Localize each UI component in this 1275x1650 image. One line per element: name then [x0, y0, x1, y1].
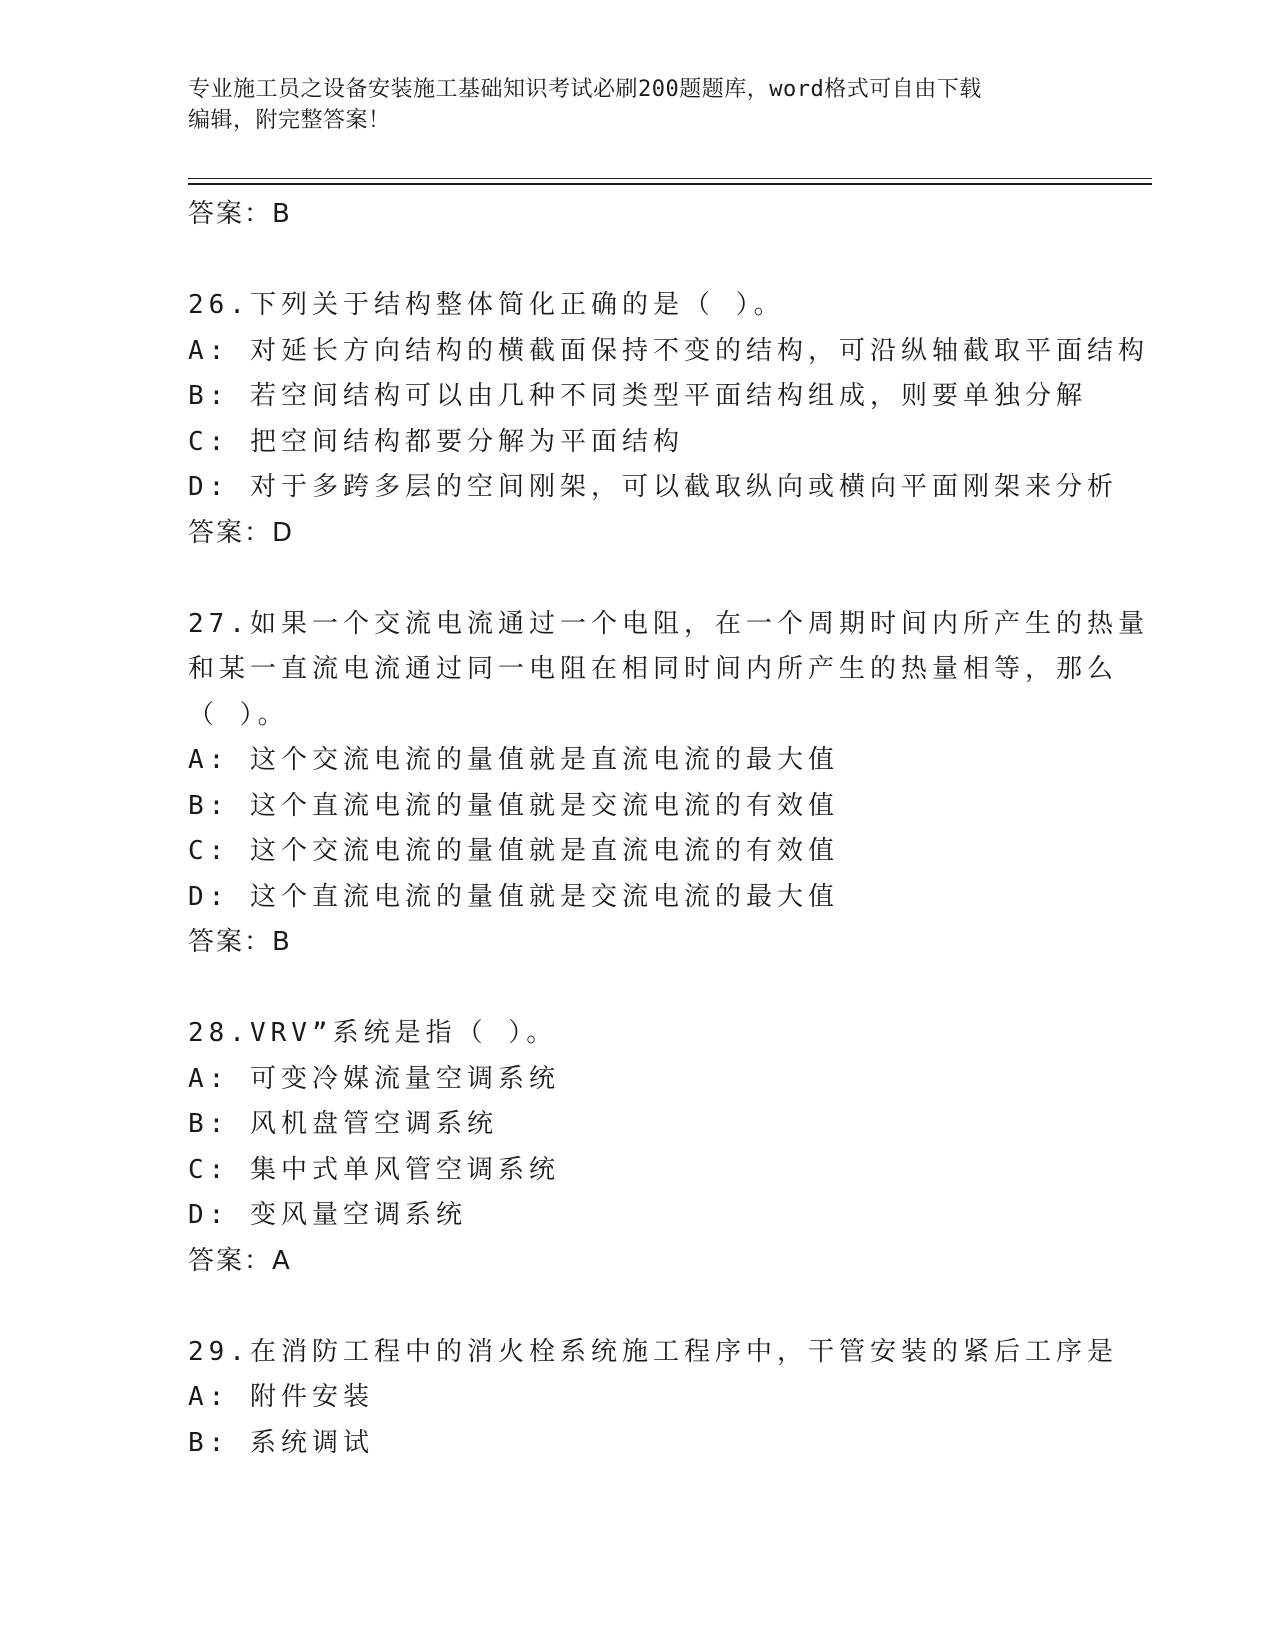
question-26-option-c: C: 把空间结构都要分解为平面结构 [188, 426, 684, 457]
question-26-option-a: A: 对延长方向结构的横截面保持不变的结构，可沿纵轴截取平面结构 [188, 335, 1149, 366]
question-28-option-b: B: 风机盘管空调系统 [188, 1109, 498, 1139]
question-26-option-b: B: 若空间结构可以由几种不同类型平面结构组成，则要单独分解 [188, 381, 1087, 411]
question-27-option-c: C: 这个交流电流的量值就是直流电流的有效值 [188, 836, 839, 866]
question-27 [188, 602, 1149, 966]
spacer [188, 556, 1088, 602]
question-28-option-a: A: 可变冷媒流量空调系统 [188, 1063, 560, 1094]
question-28-option-c: C: 集中式单风管空调系统 [188, 1154, 560, 1185]
question-27-option-a: A: 这个交流电流的量值就是直流电流的最大值 [188, 745, 839, 775]
spacer [188, 966, 1088, 1012]
header-title-line-2: 编辑，附完整答案！ [188, 108, 391, 133]
spacer [188, 1284, 1088, 1330]
header-rule-thick [188, 183, 1152, 185]
answer-25: 答案：B [188, 199, 292, 229]
question-27-text-line-3: （ ）。 [188, 699, 289, 730]
question-29-option-b: B: 系统调试 [188, 1427, 374, 1458]
question-28-option-d: D: 变风量空调系统 [188, 1200, 467, 1230]
question-26-text: 26.下列关于结构整体简化正确的是（ ）。 [188, 290, 785, 320]
question-29 [188, 1330, 1118, 1467]
question-27-text-line-1: 27.如果一个交流电流通过一个电阻，在一个周期时间内所产生的热量 [188, 608, 1149, 639]
question-29-text: 29.在消防工程中的消火栓系统施工程序中，干管安装的紧后工序是 [188, 1336, 1118, 1367]
question-28-text: 28.VRV”系统是指（ ）。 [188, 1018, 558, 1048]
question-27-option-b: B: 这个直流电流的量值就是交流电流的有效值 [188, 790, 839, 821]
header-title-line-1: 专业施工员之设备安装施工基础知识考试必刷200题题库，word格式可自由下载 [188, 77, 982, 102]
question-26-option-d: D: 对于多跨多层的空间刚架，可以截取纵向或横向平面刚架来分析 [188, 472, 1118, 502]
header-rule-thin [188, 178, 1152, 179]
question-27-option-d: D: 这个直流电流的量值就是交流电流的最大值 [188, 881, 839, 912]
question-26 [188, 283, 1149, 556]
question-27-text-line-2: 和某一直流电流通过同一电阻在相同时间内所产生的热量相等，那么 [188, 654, 1119, 684]
question-29-option-a: A: 附件安装 [188, 1382, 374, 1412]
answer-27: 答案：B [188, 927, 292, 957]
spacer [188, 238, 1088, 284]
document-header [188, 74, 1068, 136]
answer-28: 答案：A [188, 1245, 292, 1276]
answer-26: 答案：D [188, 517, 295, 548]
question-28 [188, 1011, 1088, 1284]
question-list [188, 192, 1149, 1466]
